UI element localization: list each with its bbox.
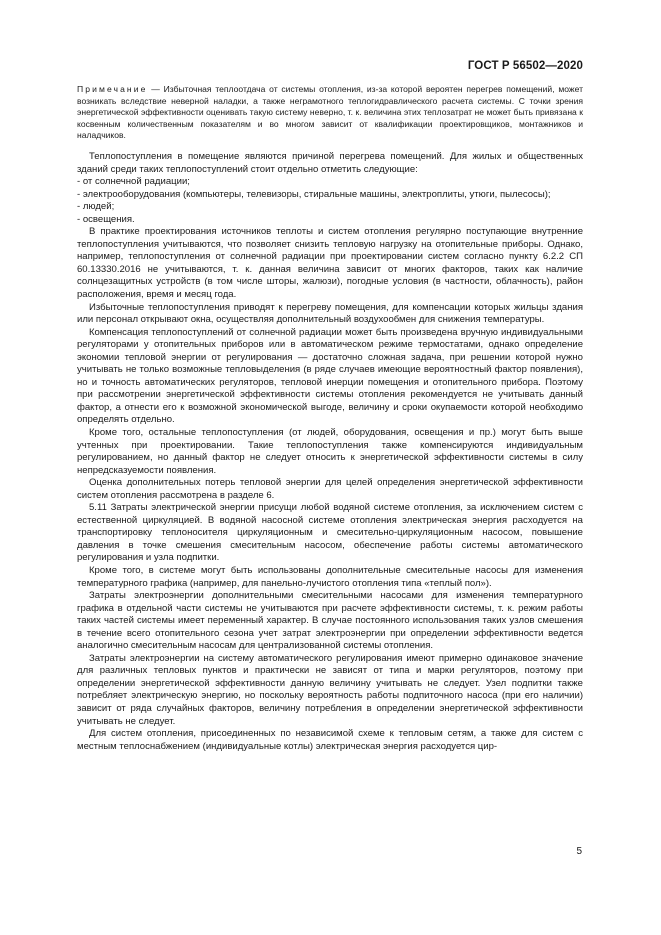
list-item: - освещения. bbox=[77, 213, 135, 225]
standard-code: ГОСТ Р 56502—2020 bbox=[467, 60, 583, 72]
page-content bbox=[77, 84, 583, 753]
paragraph: В практике проектирования источников теплоты и систем отопления регулярно поступающие внутренние теплопоступления учитываются, что позволяет снизить тепловую нагрузку на отопительные приборы. Однако, например, теплопоступления от солнечной радиации при проектировании систем согласно пункту 6.2.2 СП 60.13330.2016 не учитываются, т. к. данная величина зависит от многих факторов, таких как наличие солнцезащитных устройств (в том числе шторы, жалюзи), погодные условия (в частности, облачность), район расположения, время и месяц года. bbox=[77, 226, 583, 300]
paragraph: Теплопоступления в помещение являются причиной перегрева помещений. Для жилых и общественных зданий среди таких теплопоступлений стоит отдельно отметить следующие: bbox=[77, 150, 583, 175]
note-label: Примечание bbox=[77, 84, 148, 94]
list-item: - людей; bbox=[77, 201, 115, 213]
note-block bbox=[77, 84, 583, 142]
list-item: - от солнечной радиации; bbox=[77, 176, 190, 188]
paragraph: Кроме того, в системе могут быть использованы дополнительные смесительные насосы для изменения температурного графика (например, для панельно-лучистого отопления типа «теплый пол»). bbox=[77, 565, 583, 589]
paragraph: Оценка дополнительных потерь тепловой энергии для целей определения энергетической эффективности систем отопления рассмотрена в разделе 6. bbox=[77, 477, 583, 501]
paragraph: Избыточные теплопоступления приводят к перегреву помещения, для компенсации которых жильцы здания или персонал открывают окна, осуществляя дополнительный воздухообмен для снижения температуры. bbox=[77, 301, 583, 326]
paragraph: Кроме того, остальные теплопоступления (от людей, оборудования, освещения и пр.) могут быть выше учтенных при проектировании. Такие теплопоступления также компенсируются индивидуальным регулированием, но данный фактор не следует относить к энергетической эффективности системы в силу непредсказуемости появления. bbox=[77, 427, 583, 476]
body-text bbox=[77, 151, 583, 753]
paragraph: Затраты электроэнергии на систему автоматического регулирования имеют примерно одинаковое значение для различных тепловых пунктов и практически не зависят от типа и марки регуляторов, поэтому при определении энергетической эффективности данную величину учитывать не следует. Узел подпитки также потребляет электрическую энергию, но поскольку вероятность работы подпиточного насоса (при его наличии) зависит от ряда случайных факторов, величину потребления в определении энергетической эффективности учитывать не следует. bbox=[77, 652, 583, 727]
list-item: - электрооборудования (компьютеры, телевизоры, стиральные машины, электроплиты, утюги, пылесосы); bbox=[77, 188, 551, 200]
paragraph: 5.11 Затраты электрической энергии присущи любой водяной системе отопления, за исключением систем с естественной циркуляцией. В водяной насосной системе отопления электрическая энергия расходуется на транспортировку теплоносителя циркуляционным и смесительно-циркуляционным насосом, повышение давления в точке смешения смесительным насосом, обеспечение работы системы автоматического регулирования и узла подпитки. bbox=[77, 502, 583, 564]
paragraph: Для систем отопления, присоединенных по независимой схеме к тепловым сетям, а также для систем с местным теплоснабжением (индивидуальные котлы) электрическая энергия расходуется цир- bbox=[77, 728, 583, 752]
paragraph: Затраты электроэнергии дополнительными смесительными насосами для изменения температурного графика в отдельной части системы не учитываются при расчете эффективности системы, т. к. режим работы таких частей системы имеет переменный характер. В случае постоянного использования таких узлов смешения в течение всего отопительного сезона учет затрат электроэнергии при определении эффективности ведется аналогично смесительным насосам для централизованной системы отопления. bbox=[77, 590, 583, 652]
page-number: 5 bbox=[576, 846, 582, 857]
note-text: — Избыточная теплоотдача от системы отопления, из-за которой вероятен перегрев помещений, может возникать вследствие неверной наладки, а также неграмотного теплогидравлического расчета системы. С точки зрения энергетической эффективности оценивать такую систему неверно, т. к. величина этих теплозатрат не может быть привязана к косвенным количественным показателям и во многом зависит от квалификации проектировщиков, монтажников и наладчиков. bbox=[77, 84, 583, 141]
paragraph: Компенсация теплопоступлений от солнечной радиации может быть произведена вручную индивидуальными регуляторами у отопительных приборов или в автоматическом режиме термостатами, однако определение экономии тепловой энергии от регулирования — достаточно сложная задача, при решении которой нужно учитывать не только возможные тепловыделения (в ряде случаев имеющие вероятностный фактор появления), но и точность автоматических регуляторов, тепловой инерции помещения и отопительного прибора. Поэтому при рассмотрении энергетической эффективности системы отопления рекомендуется не учитывать данный фактор, а отнести его к возможной экономической выгоде, величину и сроки окупаемости которой необходимо определять отдельно. bbox=[77, 326, 583, 426]
